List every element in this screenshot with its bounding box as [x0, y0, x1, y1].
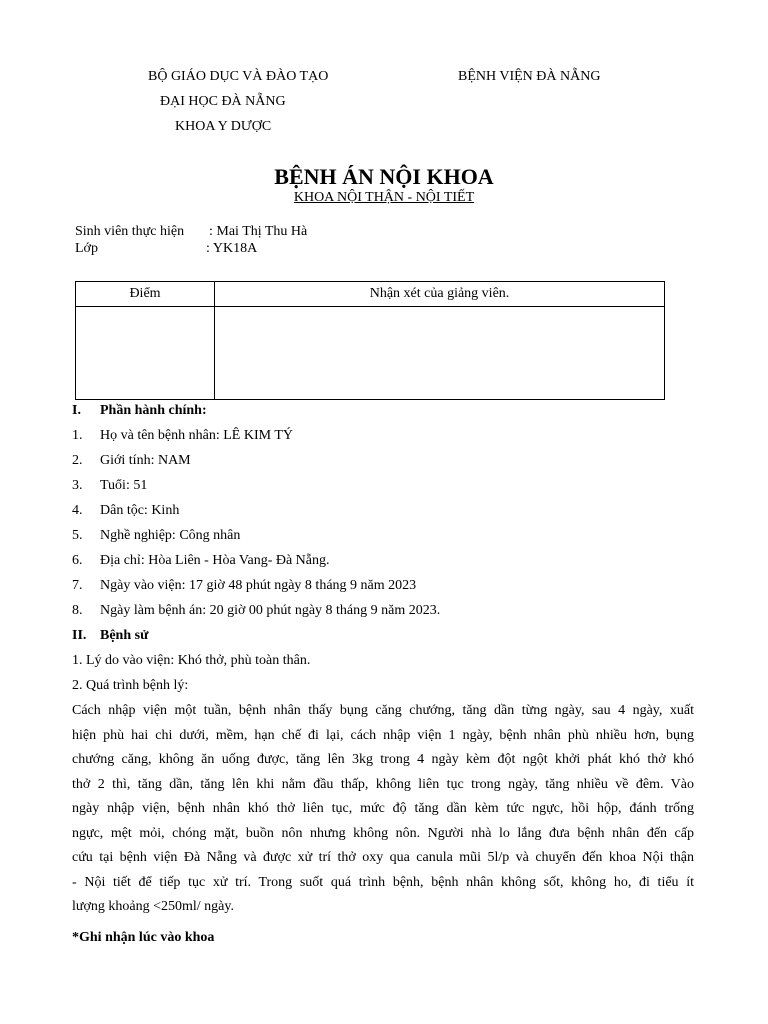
faculty-heading: KHOA Y DƯỢC: [175, 119, 272, 134]
process-label: 2. Quá trình bệnh lý:: [72, 678, 189, 693]
paragraph-line: Cách nhập viện một tuần, bệnh nhân thấy bụng căng chướng, tăng dần từng ngày, sau 4 ngày, xuất: [72, 703, 694, 718]
list-item: 4. Dân tộc: Kinh: [72, 503, 180, 518]
paragraph-line: ngày nhập viện, bệnh nhân khó thở liên tục, mức độ tăng dần kèm tức ngực, hồi hộp, đánh trống: [72, 801, 694, 816]
hospital-heading: BỆNH VIỆN ĐÀ NẴNG: [458, 69, 601, 84]
student-label: Sinh viên thực hiện: [75, 224, 185, 239]
grade-table: [75, 281, 665, 400]
list-item: 8. Ngày làm bệnh án: 20 giờ 00 phút ngày 8 tháng 9 năm 2023.: [72, 603, 441, 618]
section-administrative-heading: I. Phần hành chính:: [72, 403, 207, 418]
grade-header: Điểm: [76, 282, 215, 307]
list-item: 6. Địa chỉ: Hòa Liên - Hòa Vang- Đà Nẵng.: [72, 553, 330, 568]
class-label: Lớp: [75, 241, 98, 256]
list-item: 7. Ngày vào viện: 17 giờ 48 phút ngày 8 tháng 9 năm 2023: [72, 578, 417, 593]
paragraph-line: chướng căng, không ăn uống được, tăng lên 3kg trong 4 ngày kèm đột ngột khởi phát khó thở khó: [72, 752, 694, 767]
list-item: 1. Họ và tên bệnh nhân: LÊ KIM TÝ: [72, 428, 293, 443]
ministry-heading: BỘ GIÁO DỤC VÀ ĐÀO TẠO: [148, 69, 329, 84]
comment-cell: [215, 307, 665, 400]
paragraph-line: ngực, mệt mỏi, chóng mặt, buồn nôn nhưng không nôn. Người nhà lo lắng đưa bệnh nhân đến cấp: [72, 825, 694, 841]
student-value: : Mai Thị Thu Hà: [209, 224, 308, 239]
section-history-heading: II. Bệnh sử: [72, 628, 149, 643]
paragraph-line: lượng khoảng <250ml/ ngày.: [72, 899, 234, 914]
comment-header: Nhận xét của giảng viên.: [215, 282, 665, 307]
list-item: 2. Giới tính: NAM: [72, 453, 191, 468]
list-item: 5. Nghề nghiệp: Công nhân: [72, 528, 241, 543]
list-item: 3. Tuổi: 51: [72, 478, 148, 493]
document-title: BỆNH ÁN NỘI KHOA: [274, 164, 494, 189]
document-subtitle: KHOA NỘI THẬN - NỘI TIẾT: [293, 190, 475, 205]
paragraph-line: hiện phù hai chi dưới, mềm, hạn chế đi lại, cách nhập viện 1 ngày, bệnh nhân phù nhiều hơn, bụng: [72, 727, 694, 743]
admission-reason: 1. Lý do vào viện: Khó thở, phù toàn thân.: [72, 653, 311, 668]
admission-note-heading: *Ghi nhận lúc vào khoa: [72, 930, 215, 945]
paragraph-line: thở 2 thì, tăng dần, tăng lên khi nằm đầu thấp, không liên tục trong ngày, tăng nhiều về đêm. Vào: [72, 776, 694, 792]
class-value: : YK18A: [206, 241, 258, 256]
university-heading: ĐẠI HỌC ĐÀ NẴNG: [160, 94, 286, 109]
grade-cell: [76, 307, 215, 400]
paragraph-line: cứu tại bệnh viện Đà Nẵng và được xử trí thở oxy qua canula mũi 5l/p và chuyển đến khoa Nội thận: [72, 850, 694, 865]
history-paragraph: [72, 699, 694, 920]
paragraph-line: - Nội tiết để tiếp tục xử trí. Trong suốt quá trình bệnh, bệnh nhân không sốt, không ho, đi tiểu ít: [72, 874, 694, 890]
